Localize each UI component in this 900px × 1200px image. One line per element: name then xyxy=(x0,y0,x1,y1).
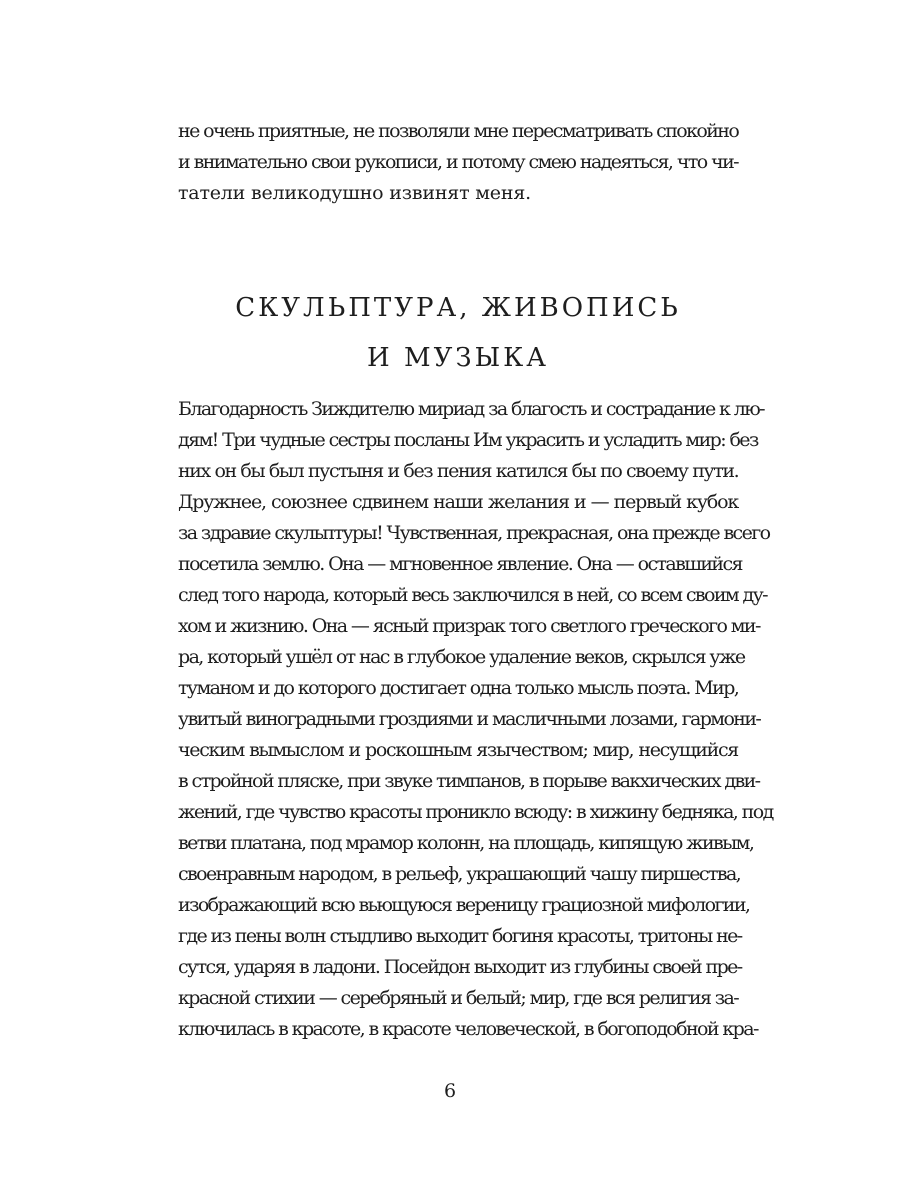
body-line: них он бы был пустыня и без пения катился бы по своему пути. xyxy=(178,460,739,482)
body-line: красной стихии — серебряный и белый; мир, где вся религия за- xyxy=(178,987,739,1009)
body-line: туманом и до которого достигает одна только мысль поэта. Мир, xyxy=(178,677,739,699)
chapter-heading-line-2: И МУЗЫКА xyxy=(367,343,549,373)
intro-paragraph xyxy=(178,116,738,209)
body-line: где из пены волн стыдливо выходит богиня красоты, тритоны не- xyxy=(178,925,742,947)
intro-line-2: и внимательно свои рукописи, и потому смею надеяться, что чи- xyxy=(178,151,738,173)
body-line: за здравие скульптуры! Чувственная, прекрасная, она прежде всего xyxy=(178,522,770,544)
intro-line-1: не очень приятные, не позволяли мне пересматривать спокойно xyxy=(178,120,739,142)
body-line: Благодарность Зиждителю мириад за благость и сострадание к лю- xyxy=(178,398,764,420)
chapter-heading xyxy=(178,283,738,383)
body-line: изображающий всю вьющуюся вереницу грациозной мифологии, xyxy=(178,894,750,916)
body-line: сутся, ударяя в ладони. Посейдон выходит из глубины своей пре- xyxy=(178,956,742,978)
body-line: жений, где чувство красоты проникло всюду: в хижину бедняка, под xyxy=(178,801,773,823)
body-line: ключилась в красоте, в красоте человеческой, в богоподобной кра- xyxy=(178,1018,758,1040)
body-line: посетила землю. Она — мгновенное явление. Она — оставшийся xyxy=(178,553,742,575)
body-line: в стройной пляске, при звуке тимпанов, в порыве вакхических дви- xyxy=(178,770,760,792)
body-line: своенравным народом, в рельеф, украшающий чашу пиршества, xyxy=(178,863,741,885)
body-line: ческим вымыслом и роскошным язычеством; мир, несущийся xyxy=(178,739,738,761)
intro-line-3: татели великодушно извинят меня. xyxy=(178,182,531,204)
body-line: дям! Три чудные сестры посланы Им украсить и усладить мир: без xyxy=(178,429,758,451)
page-number: 6 xyxy=(443,1080,457,1102)
body-line: Дружнее, союзнее сдвинем наши желания и — первый кубок xyxy=(178,491,738,513)
body-line: увитый виноградными гроздиями и масличными лозами, гармони- xyxy=(178,708,761,730)
body-line: хом и жизнию. Она — ясный призрак того светлого греческого ми- xyxy=(178,615,760,637)
body-line: ра, который ушёл от нас в глубокое удаление веков, скрылся уже xyxy=(178,646,745,668)
body-line: ветви платана, под мрамор колонн, на площадь, кипящую живым, xyxy=(178,832,754,854)
chapter-heading-line-1: СКУЛЬПТУРА, ЖИВОПИСЬ xyxy=(235,293,681,323)
chapter-body xyxy=(178,394,773,1045)
body-line: след того народа, который весь заключился в ней, со всем своим ду- xyxy=(178,584,767,606)
